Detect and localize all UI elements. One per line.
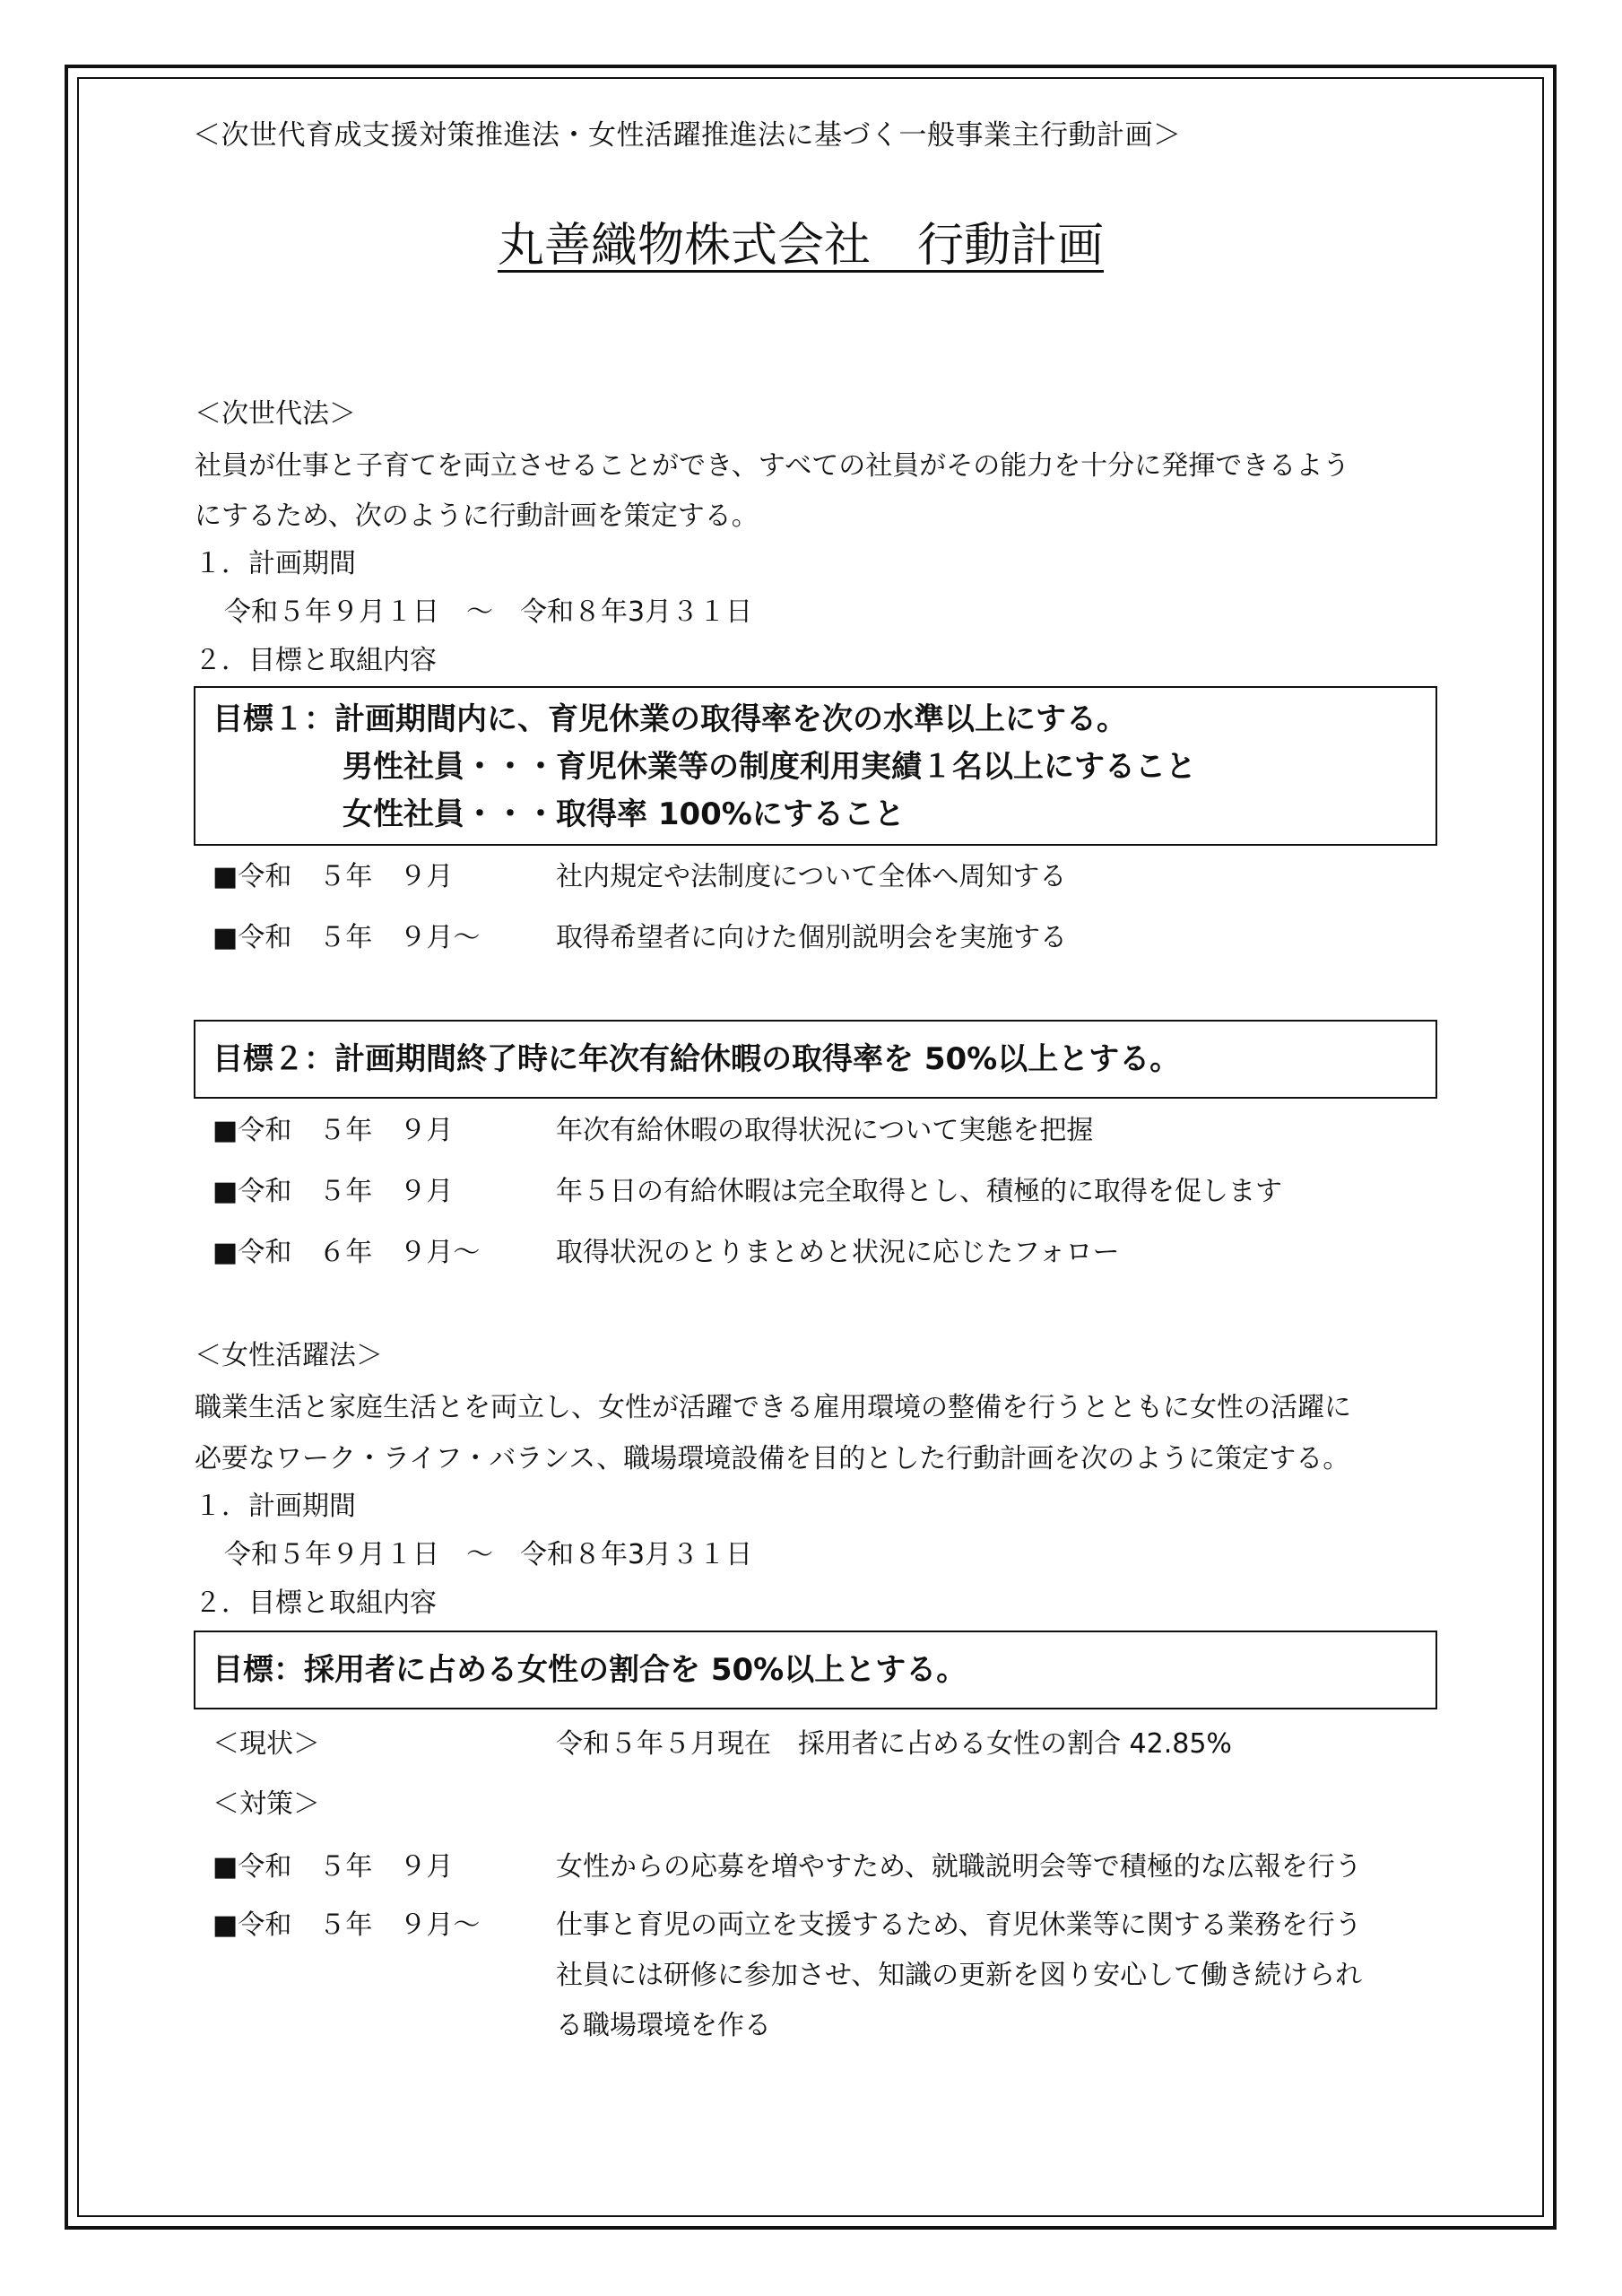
section-heading-jisedai: ＜次世代法＞	[195, 398, 356, 430]
josei-action-desc: る職場環境を作る	[556, 2010, 771, 2041]
josei-action-date: ■令和 ５年 ９月～	[213, 1909, 481, 1941]
goal2-action-date: ■令和 ５年 ９月	[213, 1115, 454, 1146]
goal1-line2: 男性社員・・・育児休業等の制度利用実績１名以上にすること	[343, 749, 1196, 785]
goal1-action-date: ■令和 ５年 ９月	[213, 861, 454, 892]
josei-intro-line1: 職業生活と家庭生活とを両立し、女性が活躍できる雇用環境の整備を行うとともに女性の活躍に	[195, 1392, 1351, 1423]
status-label: ＜現状＞	[213, 1728, 320, 1760]
goal1-line1: 目標１：計画期間内に、育児休業の取得率を次の水準以上にする。	[213, 701, 1127, 737]
jisedai-intro-line2: にするため、次のように行動計画を策定する。	[195, 500, 759, 532]
josei-action-desc: 社員には研修に参加させ、知識の更新を図り安心して働き続けられ	[556, 1960, 1363, 1991]
goal2-action-date: ■令和 ５年 ９月	[213, 1176, 454, 1207]
section-heading-josei: ＜女性活躍法＞	[195, 1340, 383, 1371]
josei-action-desc: 女性からの応募を増やすため、就職説明会等で積極的な広報を行う	[556, 1851, 1362, 1883]
goal2-action-desc: 取得状況のとりまとめと状況に応じたフォロー	[556, 1237, 1120, 1268]
jisedai-intro-line1: 社員が仕事と子育てを両立させることができ、すべての社員がその能力を十分に発揮できるよう	[195, 450, 1350, 482]
josei-period-label: １．計画期間	[195, 1491, 356, 1522]
jisedai-period-value: 令和５年９月１日 ～ 令和８年3月３１日	[224, 596, 753, 628]
josei-intro-line2: 必要なワーク・ライフ・バランス、職場環境設備を目的とした行動計画を次のように策定する。	[195, 1443, 1350, 1474]
jisedai-period-label: １．計画期間	[195, 548, 356, 579]
goal2-line1: 目標２：計画期間終了時に年次有給休暇の取得率を 50%以上とする。	[213, 1041, 1181, 1077]
goal1-line3: 女性社員・・・取得率 100%にすること	[343, 796, 905, 832]
goal2-action-desc: 年５日の有給休暇は完全取得とし、積極的に取得を促します	[556, 1176, 1282, 1207]
goal2-action-desc: 年次有給休暇の取得状況について実態を把握	[556, 1115, 1094, 1146]
jisedai-goals-label: ２．目標と取組内容	[195, 645, 437, 676]
page-title: 丸善織物株式会社 行動計画	[498, 219, 1105, 273]
josei-goals-label: ２．目標と取組内容	[195, 1587, 437, 1619]
goal1-action-desc: 取得希望者に向けた個別説明会を実施する	[556, 922, 1067, 953]
goal2-action-date: ■令和 ６年 ９月～	[213, 1237, 481, 1268]
goal1-action-desc: 社内規定や法制度について全体へ周知する	[556, 861, 1067, 892]
josei-action-desc: 仕事と育児の両立を支援するため、育児休業等に関する業務を行う	[556, 1909, 1362, 1941]
josei-action-date: ■令和 ５年 ９月	[213, 1851, 454, 1883]
josei-goal-line1: 目標：採用者に占める女性の割合を 50%以上とする。	[213, 1652, 967, 1688]
goal1-action-date: ■令和 ５年 ９月～	[213, 922, 481, 953]
document-subtitle: ＜次世代育成支援対策推進法・女性活躍推進法に基づく一般事業主行動計画＞	[193, 119, 1182, 152]
measures-label: ＜対策＞	[213, 1788, 320, 1820]
josei-period-value: 令和５年９月１日 ～ 令和８年3月３１日	[224, 1539, 753, 1570]
status-value: 令和５年５月現在 採用者に占める女性の割合 42.85%	[556, 1728, 1232, 1760]
